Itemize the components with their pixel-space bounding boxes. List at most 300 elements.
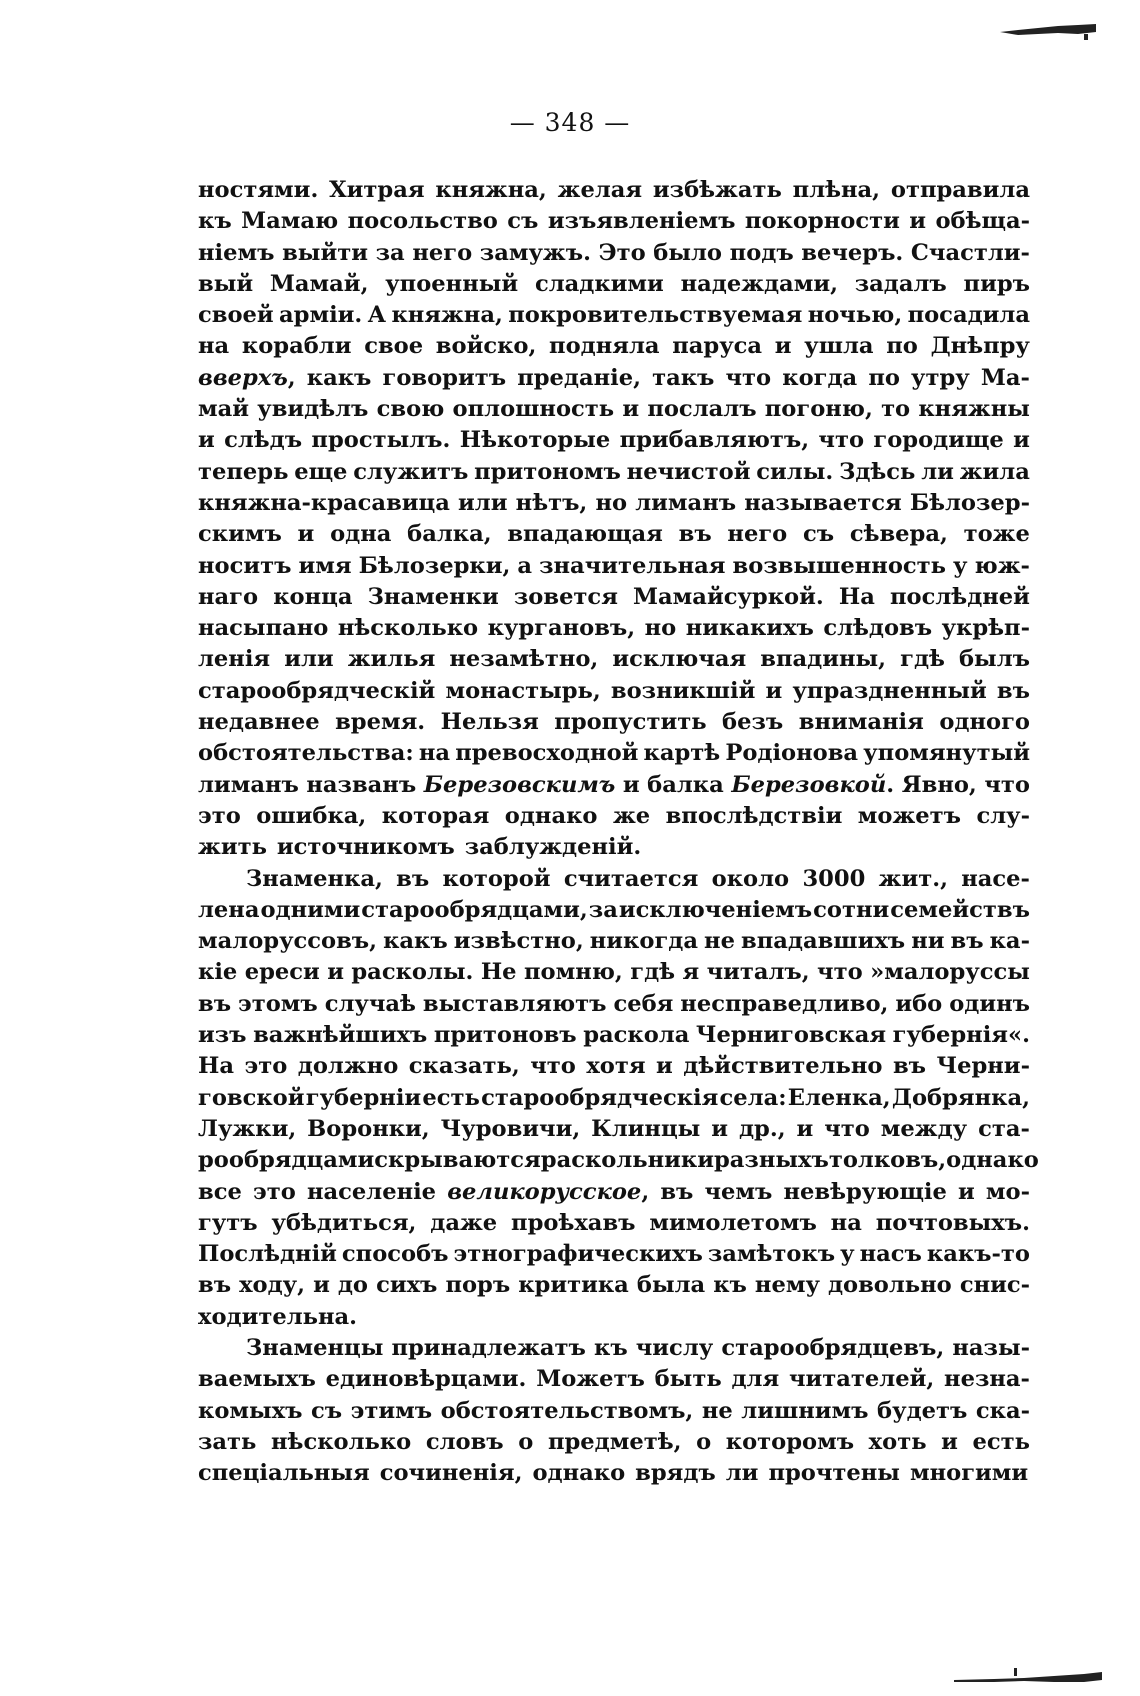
word: проѣхавъ (511, 1209, 636, 1236)
text-line (198, 1239, 1030, 1270)
word: посольство (347, 208, 498, 235)
word: послѣдней (890, 583, 1030, 610)
text-line (198, 582, 1030, 613)
word: Послѣдній (198, 1241, 337, 1268)
word: въ (996, 677, 1030, 704)
word: вый (198, 270, 254, 297)
word: наго (198, 583, 259, 610)
word: насъ (859, 1241, 922, 1268)
word: сотни (813, 896, 890, 923)
word: сѣвера, (849, 521, 948, 548)
word: раскола (583, 1022, 690, 1049)
word: Мамаю (241, 208, 339, 235)
word: утру (911, 364, 970, 391)
word: въ (198, 1272, 232, 1299)
word: кургановъ, (487, 615, 636, 642)
word: вверхъ, (198, 364, 296, 391)
body-text (198, 175, 1039, 1489)
word: спеціальныя (198, 1460, 370, 1487)
page-number: — 348 — (509, 108, 631, 137)
word: прочтены (768, 1460, 900, 1487)
word: свое (364, 333, 424, 360)
word: Березовскимъ (423, 771, 616, 798)
word: 3000 (802, 865, 866, 892)
word: раскольники (540, 1147, 714, 1174)
word: май (198, 396, 250, 423)
text-line (198, 300, 1030, 331)
word: же (612, 802, 651, 829)
word: единовѣрцами. (325, 1366, 527, 1393)
word: нечистой (626, 458, 751, 485)
word: на (418, 740, 451, 767)
word: но (644, 615, 677, 642)
word: старообрядческій (198, 677, 436, 704)
text-line (198, 613, 1030, 644)
word: съ (507, 208, 539, 235)
text-line (198, 363, 1030, 394)
word: Бѣлозерки, (358, 552, 511, 579)
word: по (868, 364, 900, 391)
word: княжна, (391, 302, 503, 329)
word: притономъ (474, 458, 621, 485)
word: гдѣ (900, 646, 945, 673)
word: говской (198, 1084, 305, 1111)
word: о (518, 1428, 534, 1455)
word: въ (396, 865, 430, 892)
text-line (198, 1177, 1030, 1208)
word: служитъ (353, 458, 469, 485)
word: какъ (383, 928, 448, 955)
word: незамѣтно, (449, 646, 599, 673)
word: увидѣлъ (257, 396, 369, 423)
word: и (656, 1053, 673, 1080)
word: а (517, 552, 533, 579)
word: обстоятельства: (198, 740, 414, 767)
word: врядъ (635, 1460, 716, 1487)
word: обстоятельствомъ, (440, 1397, 694, 1424)
word: насе- (961, 865, 1030, 892)
word: за (375, 239, 405, 266)
word: помню, (523, 959, 623, 986)
word: можетъ (857, 802, 962, 829)
word: и (958, 1178, 975, 1205)
word: къ (713, 1272, 747, 1299)
text-line (198, 1302, 1030, 1333)
word: нѣтъ, (515, 489, 588, 516)
word: даже (430, 1209, 498, 1236)
word: поръ (445, 1272, 511, 1299)
word: выйти (282, 239, 368, 266)
word: замѣтокъ (707, 1241, 836, 1268)
word: Нѣкоторые (459, 427, 611, 454)
word: это (252, 1178, 296, 1205)
word: отправила (890, 177, 1030, 203)
word: Знаменцы (246, 1334, 384, 1361)
word: критика (518, 1272, 629, 1299)
text-line (198, 457, 1030, 488)
word: погоню, (764, 396, 873, 423)
word: ностями. (198, 177, 319, 203)
word: и (774, 333, 792, 360)
word: этимъ (350, 1397, 433, 1424)
word: губерніи (305, 1084, 422, 1111)
word: конца (273, 583, 353, 610)
word: задалъ (854, 270, 947, 297)
word: Знаменки (367, 583, 499, 610)
word: которой (442, 865, 551, 892)
word: княжна-красавица (198, 489, 450, 516)
word: плѣна, (792, 177, 881, 203)
word: укрѣп- (941, 615, 1030, 642)
text-line (198, 238, 1030, 269)
word: упраздненный (792, 677, 987, 704)
word: зать (198, 1428, 257, 1455)
word: и (711, 1115, 729, 1142)
word: старообрядцами, (361, 896, 588, 923)
word: ка- (989, 928, 1030, 955)
word: что (530, 1053, 576, 1080)
word: когда (782, 364, 858, 391)
word: него (727, 521, 788, 548)
text-line (198, 738, 1030, 769)
word: что (984, 771, 1030, 798)
word: слѣдъ (224, 427, 303, 454)
text-line (198, 895, 1030, 926)
word: подняла (549, 333, 660, 360)
word: и (198, 427, 215, 454)
word: паруса (672, 333, 763, 360)
word: села: (719, 1084, 787, 1111)
word: жила (959, 458, 1030, 485)
word: было (653, 239, 723, 266)
word: Знаменка, (246, 865, 383, 892)
word: называется (744, 489, 902, 516)
word: одного (939, 709, 1030, 736)
word: назы- (952, 1334, 1030, 1361)
word: картѣ (643, 740, 721, 767)
word: по (886, 333, 918, 360)
paragraph (198, 864, 1039, 1333)
word: ошибка, (256, 802, 367, 829)
word: Воронки, (307, 1115, 430, 1142)
word: ушла (804, 333, 874, 360)
word: нему (754, 1272, 820, 1299)
text-line (198, 989, 1030, 1020)
word: Не (480, 959, 517, 986)
word: предметѣ, (547, 1428, 682, 1455)
word: читателей, (788, 1366, 935, 1393)
word: возвышенность (732, 552, 946, 579)
word: упоенный (385, 270, 519, 297)
word: насыпано (198, 615, 329, 642)
word: въ (198, 990, 232, 1017)
word: о (696, 1428, 712, 1455)
word: хотя (586, 1053, 646, 1080)
word: зовется (513, 583, 618, 610)
word: городище (873, 427, 1004, 454)
word: Счастли- (910, 239, 1030, 266)
word: около (711, 865, 790, 892)
word: др., (738, 1115, 786, 1142)
word: теперь (198, 458, 289, 485)
word: жилья (347, 646, 436, 673)
word: монастырь, (445, 677, 601, 704)
text-line (198, 801, 1030, 832)
word: силы. (756, 458, 834, 485)
word: невѣрующіе (783, 1178, 947, 1205)
scan-artifact-bottom (954, 1664, 1104, 1684)
word: скимъ (198, 521, 282, 548)
text-line (198, 551, 1030, 582)
word: княжна, (435, 177, 547, 203)
word: лишнимъ (741, 1397, 869, 1424)
word: сказать, (408, 1053, 520, 1080)
word: простылъ. (311, 427, 451, 454)
word: покровительствуемая (508, 302, 803, 329)
word: есть (422, 1084, 480, 1111)
word: Днѣпру (930, 333, 1030, 360)
word: жит., (878, 865, 948, 892)
text-line (198, 676, 1030, 707)
word: и (313, 1272, 330, 1299)
text-line (198, 1364, 1030, 1395)
text-line (198, 519, 1030, 550)
word: этнографическихъ (453, 1241, 703, 1268)
text-line (198, 1458, 1030, 1489)
word: гдѣ (630, 959, 676, 986)
word: подъ (729, 239, 794, 266)
word: до (337, 1272, 369, 1299)
word: не (701, 1397, 733, 1424)
word: все (198, 1178, 242, 1205)
word: былъ (958, 646, 1030, 673)
word: что (824, 1115, 870, 1142)
word: великорусское, (447, 1178, 650, 1205)
word: это (198, 802, 241, 829)
word: Еленка, (787, 1084, 891, 1111)
word: должно (297, 1053, 399, 1080)
word: я (682, 959, 700, 986)
text-line (198, 175, 1030, 206)
word: губернія«. (892, 1022, 1030, 1049)
word: Это (598, 239, 646, 266)
word: балка, (407, 521, 492, 548)
word: Добрянка, (891, 1084, 1030, 1111)
word: княжны (918, 396, 1030, 423)
word: считается (563, 865, 699, 892)
word: способъ (341, 1241, 449, 1268)
word: и (765, 677, 783, 704)
word: вниманія (798, 709, 924, 736)
word: сочиненія, (379, 1460, 523, 1487)
word: старообрядческія (481, 1084, 719, 1111)
word: случаѣ (324, 990, 416, 1017)
text-line (198, 269, 1030, 300)
word: желая (557, 177, 643, 203)
word: покорности (744, 208, 900, 235)
word: извѣстно, (453, 928, 584, 955)
word: время. (335, 709, 426, 736)
word: то (881, 396, 911, 423)
word: надеждами, (680, 270, 838, 297)
word: и (796, 1115, 814, 1142)
word: будетъ (877, 1397, 968, 1424)
word: Березовкой. (731, 771, 895, 798)
word: изъявленіемъ (547, 208, 736, 235)
word: него (412, 239, 473, 266)
word: имя (298, 552, 352, 579)
word: не (704, 928, 735, 955)
text-line (198, 957, 1030, 988)
text-line (198, 770, 1030, 801)
word: лена (198, 896, 260, 923)
word: названъ (306, 771, 417, 798)
word: это (244, 1053, 288, 1080)
word: одними (260, 896, 361, 923)
word: убѣдиться, (271, 1209, 417, 1236)
word: еще (294, 458, 348, 485)
word: хоть (868, 1428, 927, 1455)
word: принадлежатъ (391, 1334, 586, 1361)
word: что (725, 364, 772, 391)
text-line (198, 1270, 1030, 1301)
text-line (198, 832, 1030, 863)
word: населеніе (306, 1178, 437, 1205)
word: важнѣйшихъ (253, 1022, 428, 1049)
word: но (595, 489, 628, 516)
word: почтовыхъ. (875, 1209, 1030, 1236)
text-line (198, 644, 1030, 675)
word: однако (504, 802, 598, 829)
word: въ (660, 1178, 694, 1205)
word: комыхъ (198, 1397, 303, 1424)
text-line (198, 1114, 1030, 1145)
word: возникшій (610, 677, 756, 704)
word: избѣжать (652, 177, 782, 203)
word: Чуровичи, (440, 1115, 581, 1142)
word: быть (654, 1366, 722, 1393)
word: посадила (907, 302, 1030, 329)
word: превосходной (455, 740, 639, 767)
text-line (198, 1208, 1030, 1239)
word: расколы. (351, 959, 474, 986)
word: Хитрая (329, 177, 425, 203)
word: слу- (976, 802, 1030, 829)
word: ходительна. (198, 1303, 358, 1330)
word: ибо (895, 990, 943, 1017)
word: тоже (963, 521, 1030, 548)
word: толковъ, (828, 1147, 947, 1174)
word: Родіонова (725, 740, 859, 767)
word: говоритъ (382, 364, 507, 391)
word: источникомъ (276, 834, 455, 861)
text-line (198, 1427, 1030, 1458)
word: сихъ (376, 1272, 438, 1299)
word: между (880, 1115, 968, 1142)
word: лиманъ (635, 489, 737, 516)
word: притоновъ (433, 1022, 577, 1049)
word: на (830, 1209, 862, 1236)
word: и (1013, 427, 1030, 454)
text-line (198, 394, 1030, 425)
word: жить (198, 834, 267, 861)
word: одна (330, 521, 392, 548)
word: незна- (944, 1366, 1030, 1393)
word: читалъ, (706, 959, 810, 986)
word: оплошность (452, 396, 615, 423)
word: себя (613, 990, 674, 1017)
word: обѣща- (935, 208, 1030, 235)
word: лиманъ (198, 771, 299, 798)
word: слѣдовъ (823, 615, 933, 642)
word: Бѣлозер- (909, 489, 1030, 516)
word: за (588, 896, 618, 923)
word: словъ (425, 1428, 504, 1455)
word: съ (802, 521, 835, 548)
word: Здѣсь (839, 458, 916, 485)
text-line (198, 1333, 1030, 1364)
word: семействъ (890, 896, 1030, 923)
word: рообрядцами (198, 1147, 375, 1174)
word: малоруссовъ, (198, 928, 378, 955)
word: есть (972, 1428, 1030, 1455)
word: корабли (241, 333, 352, 360)
word: разныхъ (713, 1147, 829, 1174)
word: Мамайсуркой. (633, 583, 824, 610)
word: впадины, (760, 646, 887, 673)
word: и (909, 208, 927, 235)
word: Ма- (980, 364, 1030, 391)
word: носитъ (198, 552, 292, 579)
word: что (817, 959, 863, 986)
word: безъ (722, 709, 784, 736)
word: впадающая (507, 521, 663, 548)
word: пропустить (554, 709, 707, 736)
word: исключеніемъ (618, 896, 813, 923)
word: ереси (244, 959, 320, 986)
word: числу (635, 1334, 714, 1361)
text-line (198, 488, 1030, 519)
word: ли (725, 1460, 759, 1487)
word: старообрядцевъ, (721, 1334, 945, 1361)
word: довольно (827, 1272, 952, 1299)
word: своей (198, 302, 274, 329)
word: Лужки, (198, 1115, 297, 1142)
word: недавнее (198, 709, 320, 736)
word: которая (381, 802, 490, 829)
word: ли (921, 458, 954, 485)
word: значительная (539, 552, 726, 579)
text-line (198, 331, 1030, 362)
word: сладкими (534, 270, 664, 297)
word: Черни- (936, 1053, 1030, 1080)
text-line (198, 1083, 1030, 1114)
text-line (198, 926, 1030, 957)
word: и (622, 771, 640, 798)
word: выставляютъ (422, 990, 607, 1017)
word: ленія (198, 646, 271, 673)
word: Клинцы (591, 1115, 701, 1142)
word: ходу, (239, 1272, 306, 1299)
word: ваемыхъ (198, 1366, 316, 1393)
word: къ (594, 1334, 628, 1361)
word: »малоруссы (870, 959, 1030, 986)
word: и (941, 1428, 958, 1455)
word: войско, (435, 333, 537, 360)
word: ста- (978, 1115, 1030, 1142)
word: къ (198, 208, 232, 235)
word: послалъ (647, 396, 757, 423)
